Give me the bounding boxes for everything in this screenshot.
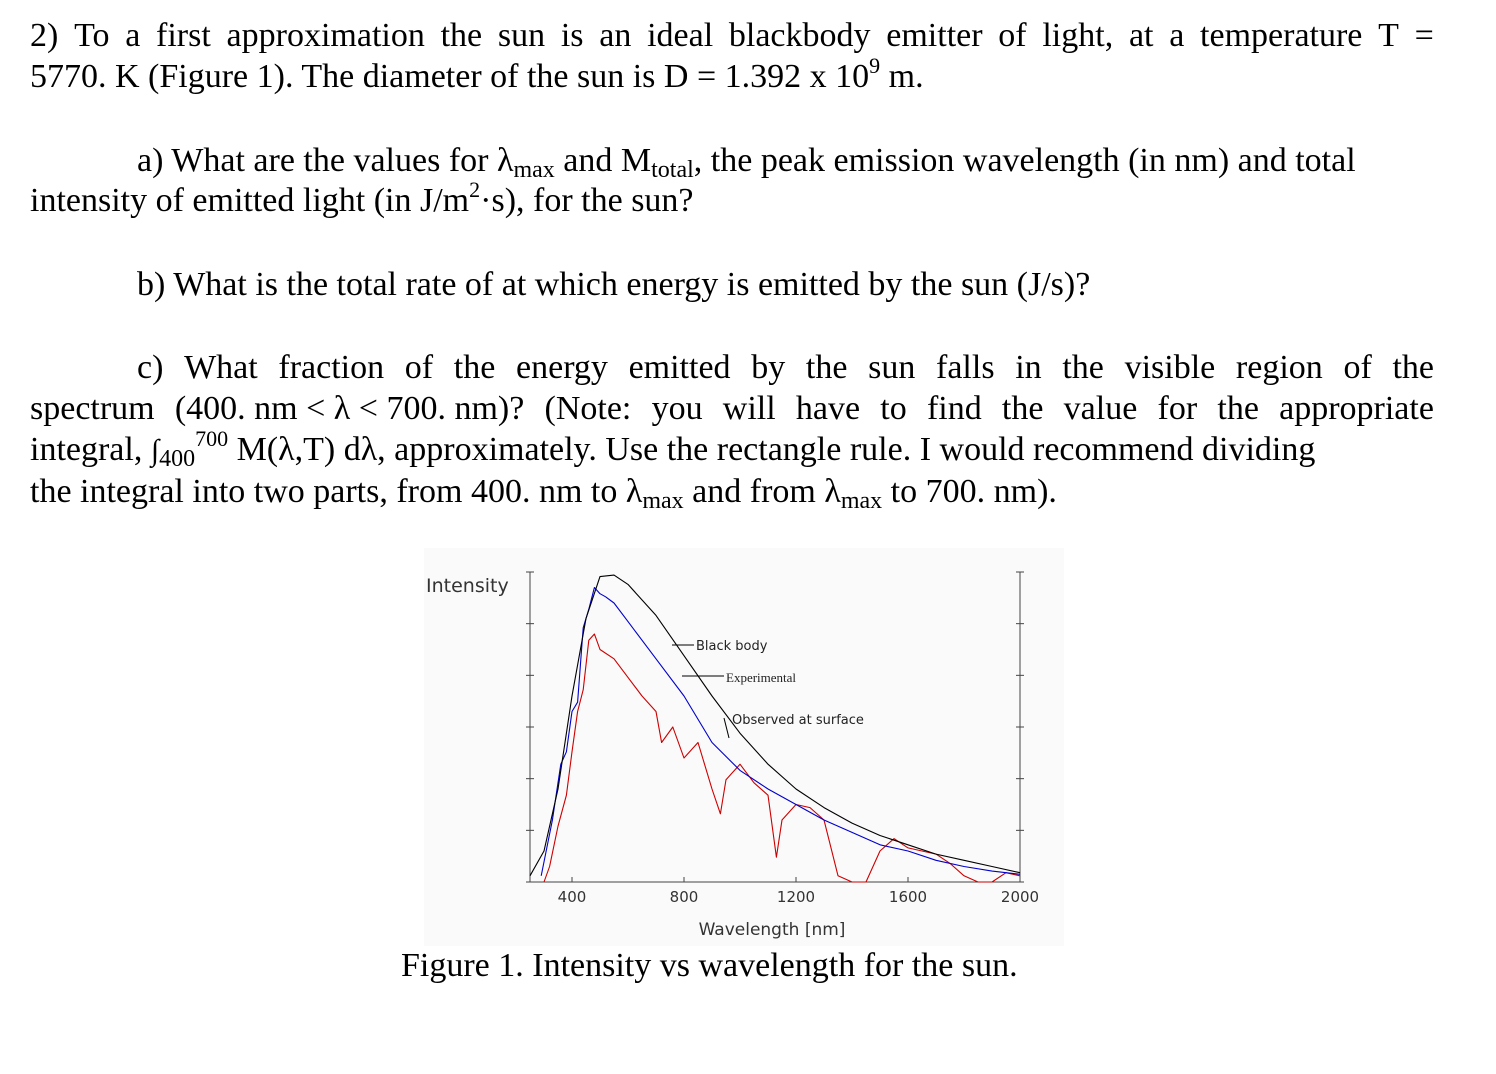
question-c-line-1 xyxy=(137,347,1434,388)
qc-word: appropriate xyxy=(1279,390,1434,427)
intro-word: sun xyxy=(497,17,546,54)
intro-word: light, xyxy=(1042,17,1114,54)
intro-word: a xyxy=(125,17,141,54)
qc-text: and from λ xyxy=(683,473,841,510)
qa-text: intensity of emitted light (in J/m xyxy=(30,182,470,219)
subscript: max xyxy=(642,488,684,514)
intro-word: ideal xyxy=(647,17,714,54)
subscript: max xyxy=(840,488,883,514)
qc-text: to 700. nm). xyxy=(882,473,1057,510)
question-c-line-2 xyxy=(30,388,1434,429)
qc-word: by xyxy=(751,349,786,386)
qc-word: falls xyxy=(936,349,995,386)
intro-text: 5770. K (Figure 1). The diameter of the sun is D = 1.392 x 10 xyxy=(30,58,870,95)
qc-word: What xyxy=(184,349,258,386)
intro-word: a xyxy=(1169,17,1185,54)
qc-word: for xyxy=(1157,390,1198,427)
intro-word: temperature xyxy=(1200,17,1363,54)
superscript: 2 xyxy=(469,177,481,202)
question-c-line-4 xyxy=(30,471,1057,512)
qc-word: in xyxy=(1015,349,1042,386)
intro-word: approximation xyxy=(226,17,425,54)
y-axis-label: Intensity xyxy=(426,575,509,597)
legend-label-black-body: Black body xyxy=(696,639,768,654)
figure-caption: Figure 1. Intensity vs wavelength for the sun. xyxy=(401,947,1018,984)
qc-word: energy xyxy=(516,349,608,386)
qa-text: a) What are the values for λ xyxy=(137,142,514,179)
qc-word: sun xyxy=(868,349,916,386)
intro-word: T xyxy=(1378,17,1399,54)
qc-word: have xyxy=(795,390,861,427)
intro-word: To xyxy=(74,17,110,54)
qc-word: value xyxy=(1063,390,1138,427)
question-c-line-3 xyxy=(30,426,1316,472)
qc-word: to xyxy=(880,390,907,427)
integral-upper-limit: 700 xyxy=(195,426,229,451)
qc-word: spectrum xyxy=(30,390,155,427)
qc-word: c) xyxy=(137,349,164,386)
intro-word: at xyxy=(1128,17,1154,54)
integral-lower-limit: 400 xyxy=(159,446,196,472)
qc-word: the xyxy=(1062,349,1104,386)
intro-line-1 xyxy=(30,15,1434,56)
intro-word: an xyxy=(599,17,632,54)
spectrum-chart xyxy=(424,548,1064,946)
qc-word: (Note: xyxy=(544,390,632,427)
qa-text: and M xyxy=(554,142,652,179)
qc-word: (400. nm < λ < 700. nm)? xyxy=(174,390,525,427)
legend-label-observed-at-surface: Observed at surface xyxy=(732,713,864,728)
qc-word: fraction xyxy=(278,349,385,386)
qa-text: , the peak emission wavelength (in nm) and total xyxy=(693,142,1356,179)
qc-word: the xyxy=(1392,349,1434,386)
intro-text: m. xyxy=(880,58,924,95)
qc-word: emitted xyxy=(628,349,731,386)
qc-word: the xyxy=(1001,390,1044,427)
x-axis-label: Wavelength [nm] xyxy=(698,920,846,940)
qc-word: of xyxy=(404,349,434,386)
intro-line-2 xyxy=(30,53,924,97)
x-tick-label: 400 xyxy=(557,888,587,906)
subscript: max xyxy=(513,157,555,183)
qc-word: will xyxy=(722,390,776,427)
integral-symbol: ∫ xyxy=(150,434,160,467)
qc-word: region xyxy=(1235,349,1323,386)
intro-word: = xyxy=(1414,17,1434,54)
qc-text: the integral into two parts, from 400. nm to λ xyxy=(30,473,643,510)
qc-word: you xyxy=(651,390,703,427)
x-tick-label: 1600 xyxy=(888,888,928,906)
intro-word: is xyxy=(560,17,584,54)
qa-text: ·s), for the sun? xyxy=(480,182,694,219)
intro-word: of xyxy=(998,17,1027,54)
intro-word: the xyxy=(440,17,483,54)
subscript: total xyxy=(651,157,694,183)
intro-word: first xyxy=(156,17,211,54)
question-a-line-2 xyxy=(30,177,694,221)
x-tick-label: 2000 xyxy=(1000,888,1040,906)
qc-word: visible xyxy=(1124,349,1216,386)
qc-text: integral, xyxy=(30,431,151,468)
qc-text: M(λ,T) dλ, approximately. Use the rectangle rule. I would recommend dividing xyxy=(228,431,1316,468)
question-a-line-1 xyxy=(137,140,1356,181)
intro-word: 2) xyxy=(30,17,59,54)
x-tick-label: 800 xyxy=(669,888,699,906)
qc-word: find xyxy=(926,390,982,427)
legend-label-experimental: Experimental xyxy=(726,670,797,685)
question-b: b) What is the total rate of at which energy is emitted by the sun (J/s)? xyxy=(137,266,1091,303)
exponent: 9 xyxy=(869,53,881,78)
x-tick-label: 1200 xyxy=(776,888,816,906)
intro-word: blackbody xyxy=(728,17,871,54)
qc-word: the xyxy=(805,349,848,386)
qc-word: the xyxy=(1217,390,1259,427)
qc-word: of xyxy=(1343,349,1372,386)
chart-background xyxy=(424,548,1064,946)
intro-word: emitter xyxy=(886,17,983,54)
qc-word: the xyxy=(453,349,496,386)
